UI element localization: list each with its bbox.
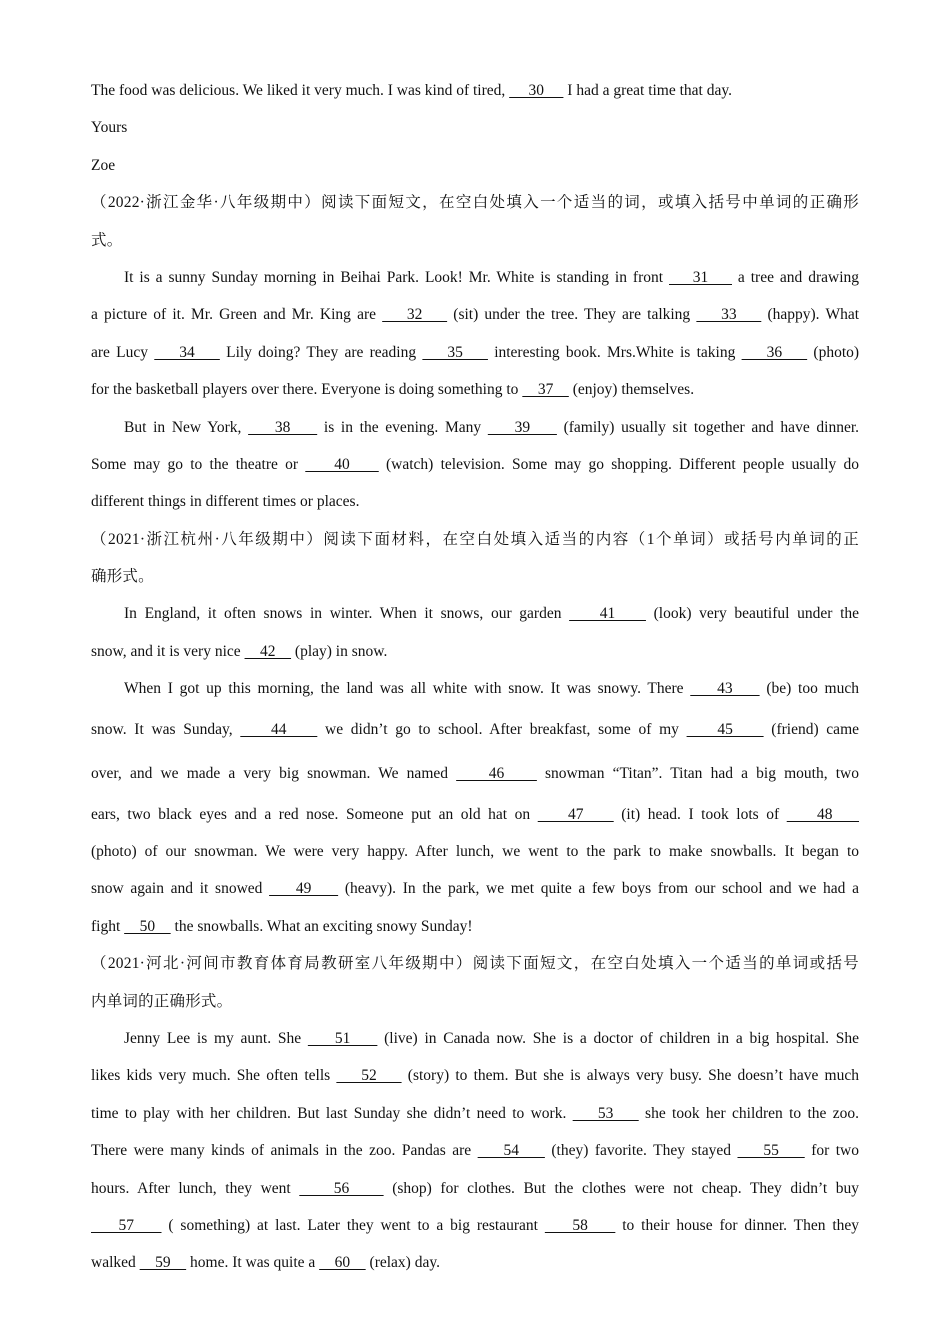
exercise-instruction: （2021·河北·河间市教育体育局教研室八年级期中）阅读下面短文，在空白处填入一个适当的单词或括号 [91, 955, 859, 973]
passage-line: hours. After lunch, they went 56 (shop) for clothes. But the clothes were not cheap. They didn’t buy [91, 1179, 859, 1197]
passage-line: for the basketball players over there. Everyone is doing something to 37 (enjoy) themselves. [91, 381, 695, 399]
answer-blank[interactable]: 47 [537, 805, 614, 823]
passage-line: snow. It was Sunday, 44 we didn’t go to school. After breakfast, some of my 45 (friend) came [91, 720, 859, 738]
answer-blank[interactable]: 46 [456, 764, 537, 782]
passage-line: are Lucy 34 Lily doing? They are reading 35 interesting book. Mrs.White is taking 36 (photo) [91, 343, 860, 361]
exercise-instruction: （2022·浙江金华·八年级期中）阅读下面短文，在空白处填入一个适当的词，或填入括号中单词的正确形 [91, 194, 859, 212]
answer-blank[interactable]: 50 [124, 917, 171, 935]
passage-line: over, and we made a very big snowman. We named 46 snowman “Titan”. Titan had a big mouth, two [91, 764, 859, 782]
passage-line: 57 ( something) at last. Later they went to a big restaurant 58 to their house for dinner. Then they [91, 1216, 860, 1234]
answer-blank[interactable]: 30 [509, 82, 564, 99]
answer-blank[interactable]: 59 [139, 1254, 187, 1272]
answer-blank[interactable]: 51 [307, 1029, 378, 1047]
letter-line: The food was delicious. We liked it very much. I was kind of tired, 30 I had a great time that day. [91, 82, 732, 99]
passage-line: snow again and it snowed 49 (heavy). In the park, we met quite a few boys from our school and we had a [91, 880, 860, 898]
letter-line: Yours [91, 119, 128, 137]
passage-line: It is a sunny Sunday morning in Beihai Park. Look! Mr. White is standing in front 31 a tree and drawing [124, 268, 860, 286]
passage-line: In England, it often snows in winter. When it snows, our garden 41 (look) very beautiful under the [124, 605, 860, 623]
exercise-instruction: 内单词的正确形式。 [91, 992, 233, 1010]
passage-line: likes kids very much. She often tells 52 (story) to them. But she is always very busy. She doesn’t have much [91, 1067, 859, 1085]
passage-line: Some may go to the theatre or 40 (watch) television. Some may go shopping. Different people usually do [91, 455, 859, 473]
answer-blank[interactable]: 40 [305, 455, 379, 473]
exercise-instruction: （2021·浙江杭州·八年级期中）阅读下面材料，在空白处填入适当的内容（1个单词）或括号内单词的正 [91, 530, 859, 548]
passage-line: But in New York, 38 is in the evening. Many 39 (family) usually sit together and have dinner. [124, 418, 860, 436]
answer-blank[interactable]: 43 [690, 680, 760, 698]
passage-line: fight 50 the snowballs. What an exciting snowy Sunday! [91, 917, 473, 935]
document-page [91, 72, 859, 1282]
answer-blank[interactable]: 33 [696, 306, 762, 324]
passage-line: a picture of it. Mr. Green and Mr. King are 32 (sit) under the tree. They are talking 33 (happy). What [91, 306, 860, 324]
passage-line: When I got up this morning, the land was all white with snow. It was snowy. There 43 (be) too much [124, 680, 859, 698]
answer-blank[interactable]: 38 [248, 418, 318, 436]
answer-blank[interactable]: 34 [154, 343, 220, 361]
answer-blank[interactable]: 39 [487, 418, 557, 436]
passage-line: Jenny Lee is my aunt. She 51 (live) in Canada now. She is a doctor of children in a big hospital. She [124, 1029, 860, 1047]
answer-blank[interactable]: 32 [382, 306, 448, 324]
answer-blank[interactable]: 54 [477, 1142, 545, 1160]
answer-blank[interactable]: 52 [336, 1067, 402, 1085]
answer-blank[interactable]: 31 [669, 268, 732, 286]
answer-blank[interactable]: 56 [299, 1179, 384, 1197]
exercise-instruction: 式。 [91, 231, 123, 249]
answer-blank[interactable]: 44 [240, 720, 318, 738]
passage-line: There were many kinds of animals in the zoo. Pandas are 54 (they) favorite. They stayed 55 for two [91, 1142, 859, 1160]
passage-line: time to play with her children. But last Sunday she didn’t need to work. 53 she took her children to the zoo. [91, 1104, 859, 1122]
passage-line: snow, and it is very nice 42 (play) in snow. [91, 642, 388, 660]
passage-line: (photo) of our snowman. We were very happy. After lunch, we went to the park to make snowballs. It began to [91, 843, 859, 861]
answer-blank[interactable]: 35 [422, 343, 488, 361]
letter-line: Zoe [91, 156, 116, 174]
passage-line: ears, two black eyes and a red nose. Someone put an old hat on 47 (it) head. I took lots of 48 [91, 805, 860, 823]
passage-line: different things in different times or places. [91, 493, 360, 511]
answer-blank[interactable]: 37 [522, 381, 569, 399]
answer-blank[interactable]: 60 [319, 1254, 366, 1272]
answer-blank[interactable]: 42 [244, 642, 292, 660]
answer-blank[interactable]: 48 [786, 805, 860, 823]
answer-blank[interactable]: 49 [269, 880, 339, 898]
answer-blank[interactable]: 53 [572, 1104, 639, 1122]
answer-blank[interactable]: 55 [737, 1142, 805, 1160]
passage-line: walked 59 home. It was quite a 60 (relax) day. [91, 1254, 440, 1272]
answer-blank[interactable]: 41 [569, 605, 646, 623]
answer-blank[interactable]: 58 [544, 1216, 616, 1234]
answer-blank[interactable]: 36 [741, 343, 808, 361]
answer-blank[interactable]: 57 [91, 1216, 162, 1234]
answer-blank[interactable]: 45 [686, 720, 764, 738]
exercise-instruction: 确形式。 [91, 568, 154, 586]
